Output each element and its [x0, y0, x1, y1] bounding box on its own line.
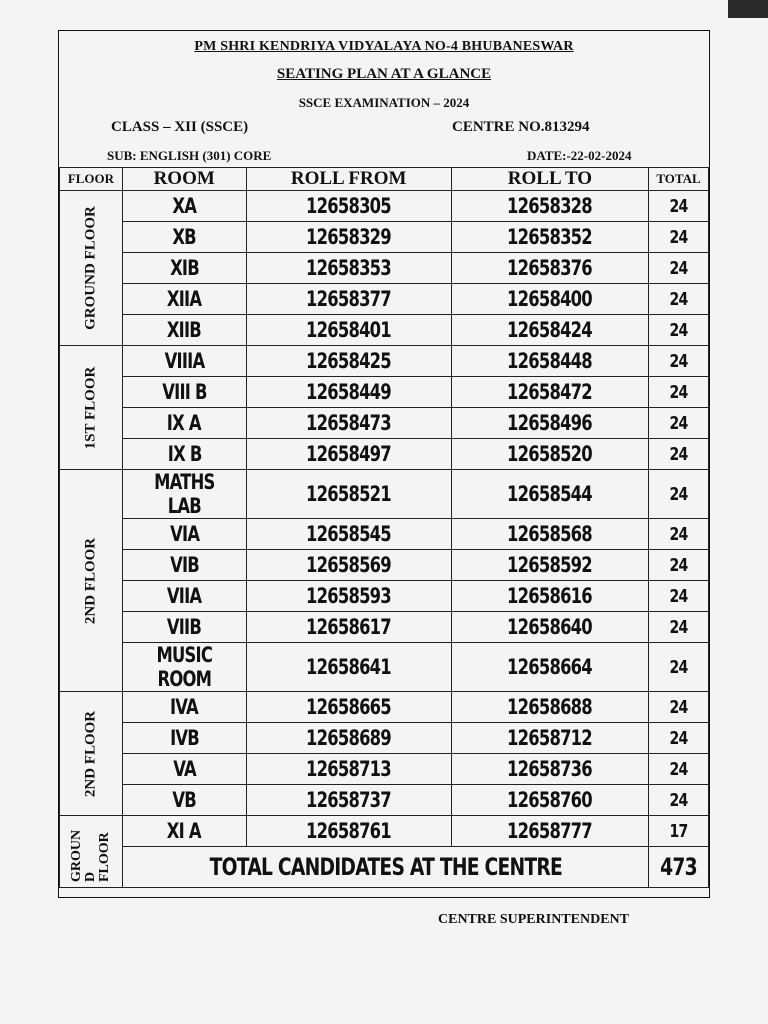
roll-to-cell [451, 643, 648, 692]
roll-to-cell [451, 581, 648, 612]
room-cell-text: IX A [167, 411, 202, 435]
roll-from-cell [246, 816, 451, 847]
total-cell [649, 377, 709, 408]
room-cell-text: IVB [169, 726, 199, 750]
roll-to-cell [451, 723, 648, 754]
room-cell [122, 346, 246, 377]
grand-total-label-text: TOTAL CANDIDATES AT THE CENTRE [209, 853, 562, 881]
total-cell-text: 24 [669, 758, 688, 780]
roll-from-cell-text: 12658401 [306, 318, 392, 342]
room-cell-text: IVA [170, 695, 199, 719]
roll-to-cell-text: 12658616 [507, 584, 593, 608]
roll-from-cell [246, 519, 451, 550]
signature-label: CENTRE SUPERINTENDENT [438, 912, 629, 927]
total-cell-text: 24 [669, 523, 688, 545]
table-row [60, 253, 709, 284]
room-cell [122, 439, 246, 470]
col-header-roll-from: ROLL FROM [246, 168, 451, 191]
table-body [60, 191, 709, 888]
roll-from-cell-text: 12658617 [306, 615, 392, 639]
total-cell-text: 24 [669, 696, 688, 718]
photo-edge-shadow [728, 0, 768, 18]
room-cell [122, 315, 246, 346]
roll-from-cell-text: 12658473 [306, 411, 392, 435]
roll-to-cell [451, 191, 648, 222]
roll-to-cell-text: 12658592 [507, 553, 593, 577]
room-cell [122, 519, 246, 550]
roll-to-cell-text: 12658376 [507, 256, 593, 280]
room-cell-text: VIB [169, 553, 199, 577]
room-cell [122, 643, 246, 692]
table-row [60, 785, 709, 816]
roll-from-cell [246, 315, 451, 346]
roll-from-cell [246, 612, 451, 643]
roll-to-cell [451, 377, 648, 408]
total-cell [649, 408, 709, 439]
col-header-total: TOTAL [649, 168, 709, 191]
room-cell-text: VIIIA [164, 349, 205, 373]
table-row [60, 692, 709, 723]
room-cell-text: VIIB [167, 615, 202, 639]
roll-from-cell-text: 12658497 [306, 442, 392, 466]
roll-to-cell [451, 284, 648, 315]
floor-cell [60, 692, 123, 816]
roll-to-cell-text: 12658424 [507, 318, 593, 342]
roll-to-cell-text: 12658640 [507, 615, 593, 639]
roll-to-cell [451, 315, 648, 346]
roll-to-cell [451, 439, 648, 470]
total-cell [649, 315, 709, 346]
table-row [60, 723, 709, 754]
total-cell-text: 24 [669, 226, 688, 248]
roll-from-cell-text: 12658545 [306, 522, 392, 546]
room-cell-text: VIII B [161, 380, 207, 404]
col-header-floor: FLOOR [60, 168, 123, 191]
total-cell [649, 643, 709, 692]
table-row [60, 284, 709, 315]
roll-to-cell [451, 754, 648, 785]
grand-total-value-text: 473 [660, 853, 697, 881]
roll-to-cell [451, 346, 648, 377]
room-cell-text: VIA [169, 522, 199, 546]
room-cell-text: VA [172, 757, 196, 781]
total-cell [649, 519, 709, 550]
table-row [60, 346, 709, 377]
table-row [60, 643, 709, 692]
room-cell-text: VIIA [166, 584, 202, 608]
room-cell [122, 377, 246, 408]
room-cell [122, 253, 246, 284]
room-cell-text: XI A [167, 819, 202, 843]
roll-from-cell-text: 12658353 [306, 256, 392, 280]
total-cell-text: 24 [669, 350, 688, 372]
table-row [60, 519, 709, 550]
page-title: SEATING PLAN AT A GLANCE [276, 66, 492, 82]
floor-label: 2ND FLOOR [82, 537, 99, 624]
total-cell [649, 785, 709, 816]
total-cell [649, 284, 709, 315]
roll-from-cell [246, 692, 451, 723]
room-cell-text: XIB [169, 256, 199, 280]
table-row [60, 439, 709, 470]
total-cell-text: 17 [669, 820, 688, 842]
total-cell-text: 24 [669, 656, 688, 678]
roll-from-cell [246, 253, 451, 284]
roll-to-cell-text: 12658400 [507, 287, 593, 311]
floor-cell [60, 816, 123, 888]
centre-number: CENTRE NO.813294 [452, 119, 590, 135]
room-cell-text: XIIA [167, 287, 202, 311]
exam-date: DATE:-22-02-2024 [527, 148, 632, 163]
roll-to-cell [451, 408, 648, 439]
room-cell [122, 785, 246, 816]
roll-to-cell-text: 12658664 [507, 655, 593, 679]
roll-to-cell [451, 692, 648, 723]
room-cell [122, 612, 246, 643]
roll-from-cell [246, 754, 451, 785]
roll-to-cell [451, 785, 648, 816]
table-row [60, 470, 709, 519]
table-row [60, 550, 709, 581]
total-cell-text: 24 [669, 585, 688, 607]
total-cell-text: 24 [669, 381, 688, 403]
total-cell [649, 816, 709, 847]
room-cell-text: MATHS LAB [153, 470, 215, 518]
roll-from-cell-text: 12658329 [306, 225, 392, 249]
roll-to-cell [451, 253, 648, 284]
class-label: CLASS – XII (SSCE) [111, 119, 249, 135]
total-cell-text: 24 [669, 789, 688, 811]
table-header-row [60, 168, 709, 191]
roll-from-cell-text: 12658665 [306, 695, 392, 719]
floor-label: GROUN D FLOOR [68, 829, 112, 882]
roll-from-cell-text: 12658449 [306, 380, 392, 404]
roll-from-cell [246, 470, 451, 519]
total-cell-text: 24 [669, 257, 688, 279]
roll-from-cell-text: 12658641 [306, 655, 392, 679]
roll-to-cell-text: 12658496 [507, 411, 593, 435]
room-cell [122, 408, 246, 439]
roll-from-cell [246, 643, 451, 692]
table-row [60, 408, 709, 439]
room-cell [122, 191, 246, 222]
total-cell [649, 439, 709, 470]
roll-from-cell-text: 12658713 [306, 757, 392, 781]
total-cell [649, 222, 709, 253]
table-row [60, 222, 709, 253]
room-cell [122, 692, 246, 723]
roll-to-cell [451, 470, 648, 519]
roll-from-cell-text: 12658305 [306, 194, 392, 218]
table-row [60, 191, 709, 222]
total-cell [649, 253, 709, 284]
table-row [60, 581, 709, 612]
table-row [60, 816, 709, 847]
roll-from-cell-text: 12658521 [306, 482, 392, 506]
total-cell-text: 24 [669, 483, 688, 505]
table-row [60, 612, 709, 643]
roll-from-cell-text: 12658761 [306, 819, 392, 843]
roll-from-cell [246, 408, 451, 439]
room-cell [122, 723, 246, 754]
table-row [60, 315, 709, 346]
total-cell-text: 24 [669, 554, 688, 576]
roll-to-cell-text: 12658688 [507, 695, 593, 719]
room-cell-text: MUSIC ROOM [156, 643, 213, 691]
floor-label: 1ST FLOOR [82, 366, 99, 449]
grand-total-label [122, 847, 648, 888]
roll-from-cell [246, 377, 451, 408]
room-cell [122, 470, 246, 519]
roll-to-cell-text: 12658760 [507, 788, 593, 812]
total-cell [649, 346, 709, 377]
roll-from-cell [246, 222, 451, 253]
room-cell-text: XB [172, 225, 196, 249]
roll-to-cell-text: 12658736 [507, 757, 593, 781]
floor-cell [60, 346, 123, 470]
room-cell [122, 550, 246, 581]
roll-from-cell [246, 550, 451, 581]
room-cell-text: XA [172, 194, 197, 218]
room-cell [122, 284, 246, 315]
total-cell [649, 723, 709, 754]
roll-to-cell-text: 12658777 [507, 819, 593, 843]
roll-to-cell [451, 612, 648, 643]
seating-table [59, 167, 709, 888]
roll-from-cell [246, 284, 451, 315]
total-cell [649, 754, 709, 785]
grand-total-row [60, 847, 709, 888]
roll-from-cell [246, 785, 451, 816]
room-cell-text: XIIB [167, 318, 202, 342]
roll-from-cell-text: 12658593 [306, 584, 392, 608]
floor-label: 2ND FLOOR [82, 710, 99, 797]
roll-from-cell [246, 581, 451, 612]
col-header-roll-to: ROLL TO [451, 168, 648, 191]
table-row [60, 377, 709, 408]
roll-to-cell-text: 12658448 [507, 349, 593, 373]
roll-to-cell [451, 222, 648, 253]
roll-to-cell-text: 12658328 [507, 194, 593, 218]
roll-from-cell-text: 12658569 [306, 553, 392, 577]
roll-from-cell [246, 439, 451, 470]
total-cell [649, 612, 709, 643]
roll-to-cell [451, 816, 648, 847]
roll-from-cell-text: 12658689 [306, 726, 392, 750]
total-cell-text: 24 [669, 443, 688, 465]
roll-from-cell [246, 191, 451, 222]
room-cell [122, 754, 246, 785]
total-cell-text: 24 [669, 319, 688, 341]
room-cell [122, 581, 246, 612]
total-cell-text: 24 [669, 616, 688, 638]
floor-cell [60, 470, 123, 692]
total-cell [649, 470, 709, 519]
total-cell [649, 550, 709, 581]
grand-total-value [649, 847, 709, 888]
table-row [60, 754, 709, 785]
col-header-room: ROOM [122, 168, 246, 191]
total-cell [649, 692, 709, 723]
room-cell-text: IX B [167, 442, 202, 466]
roll-to-cell-text: 12658544 [507, 482, 593, 506]
subject-label: SUB: ENGLISH (301) CORE [107, 148, 272, 163]
seating-plan-sheet [58, 30, 710, 898]
total-cell [649, 191, 709, 222]
roll-to-cell [451, 550, 648, 581]
room-cell-text: VB [172, 788, 196, 812]
total-cell-text: 24 [669, 195, 688, 217]
room-cell [122, 222, 246, 253]
roll-to-cell-text: 12658712 [507, 726, 593, 750]
roll-from-cell [246, 723, 451, 754]
roll-to-cell [451, 519, 648, 550]
total-cell [649, 581, 709, 612]
floor-label: GROUND FLOOR [82, 206, 99, 330]
exam-name: SSCE EXAMINATION – 2024 [298, 95, 470, 110]
roll-from-cell-text: 12658737 [306, 788, 392, 812]
roll-to-cell-text: 12658352 [507, 225, 593, 249]
roll-to-cell-text: 12658520 [507, 442, 593, 466]
floor-cell [60, 191, 123, 346]
total-cell-text: 24 [669, 727, 688, 749]
roll-to-cell-text: 12658568 [507, 522, 593, 546]
roll-to-cell-text: 12658472 [507, 380, 593, 404]
total-cell-text: 24 [669, 288, 688, 310]
room-cell [122, 816, 246, 847]
school-name: PM SHRI KENDRIYA VIDYALAYA NO-4 BHUBANESWAR [194, 39, 574, 54]
roll-from-cell-text: 12658377 [306, 287, 392, 311]
total-cell-text: 24 [669, 412, 688, 434]
roll-from-cell [246, 346, 451, 377]
roll-from-cell-text: 12658425 [306, 349, 392, 373]
